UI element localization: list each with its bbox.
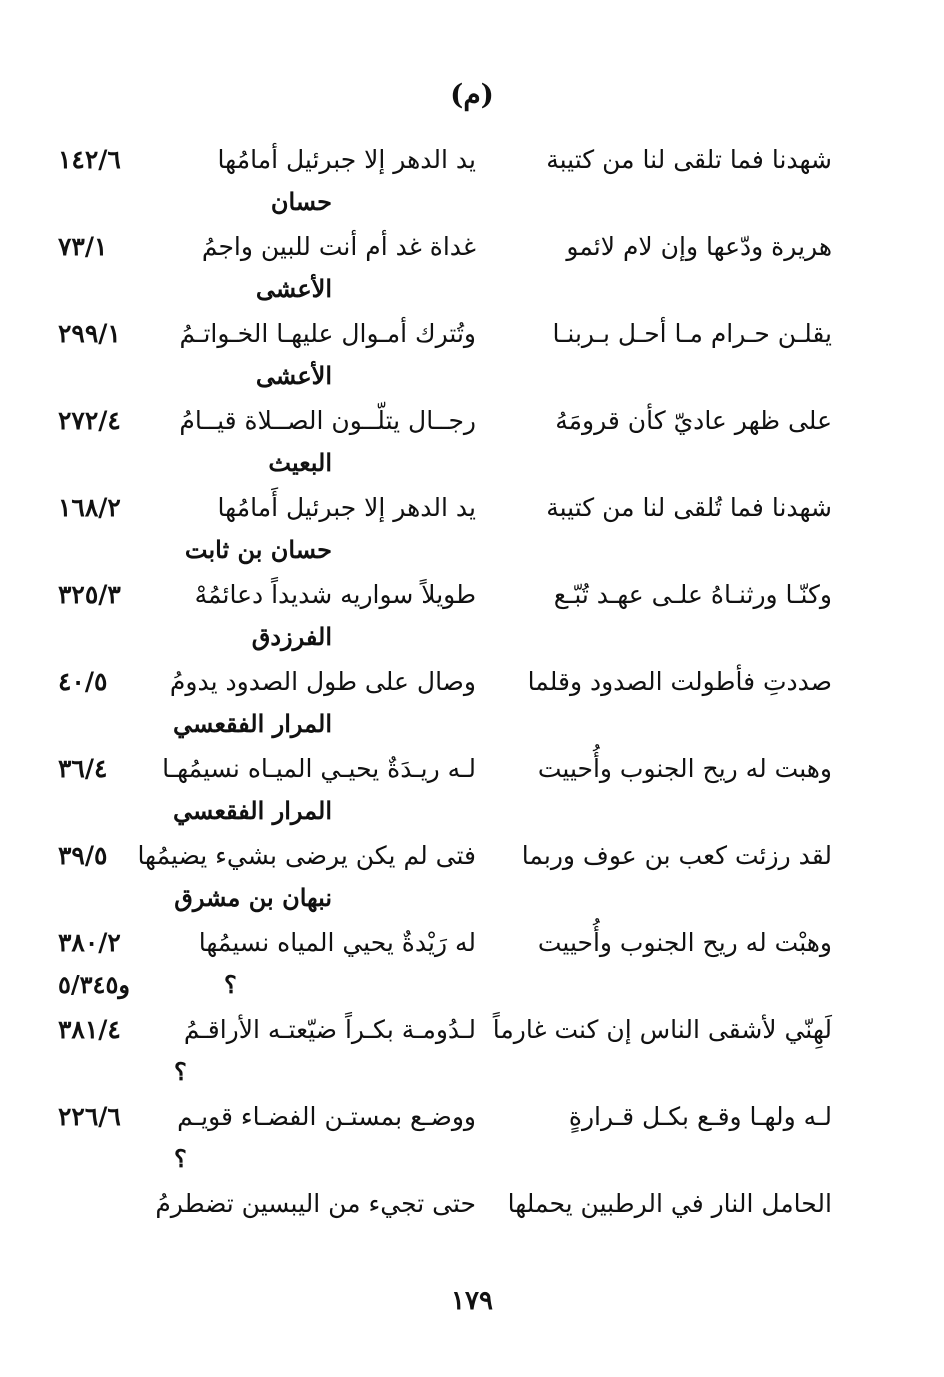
unknown-poet-mark: ؟ bbox=[224, 970, 237, 999]
first-hemistich: وهبت له ريح الجنوب وأُحييت bbox=[537, 754, 832, 783]
second-hemistich: فتى لم يكن يرضى بشيء يضيمُها bbox=[137, 841, 476, 870]
second-hemistich: طويلاً سواريه شديداً دعائمُهْ bbox=[194, 580, 476, 609]
first-hemistich: صددتِ فأطولت الصدود وقلما bbox=[527, 667, 832, 696]
volume-page-reference: ٢٧٢/٤ bbox=[58, 406, 121, 435]
poet-name: نبهان بن مشرق bbox=[174, 883, 332, 912]
second-hemistich: وتُترك أمـوال عليهـا الخـواتـمُ bbox=[179, 319, 476, 348]
poet-name: الأعشى bbox=[255, 274, 332, 303]
second-hemistich: لـه ريـدَةٌ يحيـي الميـاه نسيمُهـا bbox=[162, 754, 476, 783]
second-hemistich: له رَيْدةٌ يحيي المياه نسيمُها bbox=[198, 928, 476, 957]
poet-name: البعيث bbox=[268, 448, 332, 477]
verse-index bbox=[0, 138, 944, 1269]
verse-entry bbox=[0, 312, 944, 399]
first-hemistich: لَهِنّي لأشقى الناس إن كنت غارماً bbox=[492, 1015, 832, 1044]
volume-page-reference: ٢٩٩/١ bbox=[58, 319, 121, 348]
verse-entry bbox=[0, 225, 944, 312]
second-hemistich: ووضـع بمستـن الفضـاء قويـم bbox=[177, 1102, 476, 1131]
poet-name: المرار الفقعسي bbox=[173, 796, 332, 825]
first-hemistich: على ظهر عاديّ كأن قرومَهُ bbox=[555, 406, 832, 435]
first-hemistich: شهدنا فما تُلقى لنا من كتيبة bbox=[546, 493, 832, 522]
first-hemistich: وهبْت له ريح الجنوب وأُحييت bbox=[537, 928, 832, 957]
second-hemistich: رجــال يتلّــون الصــلاة قيــامُ bbox=[179, 406, 476, 435]
poet-name: حسان بن ثابت bbox=[184, 535, 332, 564]
volume-page-reference: ٣٦/٤ bbox=[58, 754, 108, 783]
first-hemistich: الحامل النار في الرطبين يحملها bbox=[507, 1189, 832, 1218]
unknown-poet-mark: ؟ bbox=[174, 1144, 187, 1173]
unknown-poet-mark: ؟ bbox=[174, 1057, 187, 1086]
first-hemistich: شهدنا فما تلقى لنا من كتيبة bbox=[546, 145, 832, 174]
volume-page-reference: ٣٨١/٤ bbox=[58, 1015, 121, 1044]
second-hemistich: يد الدهر إلا جبرئيل أمامُها bbox=[217, 145, 476, 174]
verse-entry bbox=[0, 834, 944, 921]
second-hemistich: حتى تجيء من اليبسين تضطرمُ bbox=[155, 1189, 476, 1218]
second-hemistich: غداة غد أم أنت للبين واجمُ bbox=[201, 232, 476, 261]
first-hemistich: وكنّـا ورثنـاهُ علـى عهـد تُبّـع bbox=[553, 580, 832, 609]
volume-page-reference: ١٤٢/٦ bbox=[58, 145, 121, 174]
first-hemistich: هريرة ودّعها وإن لام لائمو bbox=[566, 232, 832, 261]
second-hemistich: لـدُومـة بكـراً ضيّعتـه الأراقـمُ bbox=[183, 1015, 476, 1044]
verse-entry bbox=[0, 921, 944, 1008]
verse-entry bbox=[0, 747, 944, 834]
poet-name: حسان bbox=[270, 187, 332, 216]
second-hemistich: وصال على طول الصدود يدومُ bbox=[169, 667, 476, 696]
verse-entry bbox=[0, 1182, 944, 1269]
poet-name: الأعشى bbox=[255, 361, 332, 390]
verse-entry bbox=[0, 486, 944, 573]
additional-reference: و٥/٣٤٥ bbox=[58, 970, 130, 999]
volume-page-reference: ٣٩/٥ bbox=[58, 841, 108, 870]
second-hemistich: يد الدهر إلا جبرئيل أَمامُها bbox=[217, 493, 476, 522]
volume-page-reference: ٢٢٦/٦ bbox=[58, 1102, 121, 1131]
volume-page-reference: ١٦٨/٢ bbox=[58, 493, 121, 522]
verse-entry bbox=[0, 399, 944, 486]
verse-entry bbox=[0, 660, 944, 747]
page-header: (م) bbox=[450, 78, 494, 111]
verse-entry bbox=[0, 1095, 944, 1182]
poet-name: الفرزدق bbox=[251, 622, 332, 651]
first-hemistich: لـه ولهـا وقـع بكـل قـرارةٍ bbox=[568, 1102, 832, 1131]
verse-entry bbox=[0, 573, 944, 660]
page-number: ١٧٩ bbox=[451, 1286, 493, 1316]
verse-entry bbox=[0, 1008, 944, 1095]
first-hemistich: لقد رزئت كعب بن عوف وربما bbox=[521, 841, 832, 870]
volume-page-reference: ٣٢٥/٣ bbox=[58, 580, 121, 609]
volume-page-reference: ٤٠/٥ bbox=[58, 667, 108, 696]
volume-page-reference: ٧٣/١ bbox=[58, 232, 108, 261]
first-hemistich: يقلـن حـرام مـا أحـل بـربنـا bbox=[552, 319, 832, 348]
verse-entry bbox=[0, 138, 944, 225]
poet-name: المرار الفقعسي bbox=[173, 709, 332, 738]
volume-page-reference: ٣٨٠/٢ bbox=[58, 928, 121, 957]
